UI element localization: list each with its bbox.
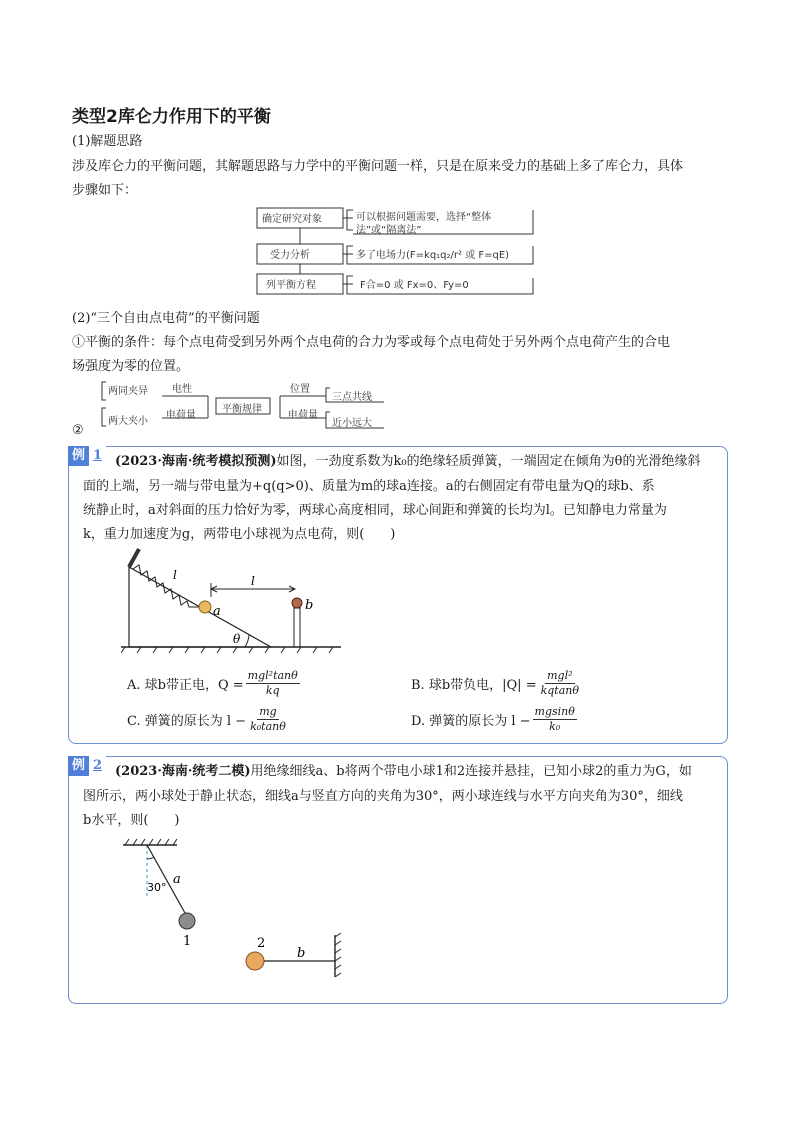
example2-line2: 图所示，两小球处于静止状态，细线a与竖直方向的夹角为30°，两小球连线与水平方向夹角为30°，细线 [83,789,683,804]
part2-cond-line1: ①平衡的条件：每个点电荷受到另外两个点电荷的合力为零或每个点电荷处于另外两个点电荷产生的合电 [72,335,671,350]
section-title: 类型2库仑力作用下的平衡 [72,107,271,127]
rule-left1: 两同夹异 [108,386,148,397]
option-c[interactable] [127,705,290,734]
part1-heading: (1)解题思路 [72,134,143,149]
string-a-label: a [173,872,181,887]
rule-marker: ② [72,423,84,438]
part1-text-line1: 涉及库仑力的平衡问题，其解题思路与力学中的平衡问题一样，只是在原来受力的基础上多了库仑力，具体 [72,159,684,174]
example2-box [68,756,728,1004]
example2-figure [113,837,373,977]
theta-label: θ [233,632,241,646]
example2-line1 [115,760,692,784]
flow-note3: F合=0 或 Fx=0、Fy=0 [360,280,469,291]
example2-tag-number: 2 [89,756,106,776]
ball-a [199,601,211,613]
example1-line2: 面的上端，另一端与带电量为+q(q>0)、质量为m的球a连接。a的右侧固定有带电量为Q的球b、系 [83,479,655,494]
ball-b-label: b [305,598,314,613]
rule-right-bottom-label: 电荷量 [288,410,318,421]
rule-right-top-label: 位置 [290,384,310,395]
option-c-fraction: $\frac{mg}{\text{k₀tanθ}}$ [250,705,286,733]
example1-line4: k，重力加速度为g，两带电小球视为点电荷，则( ) [83,527,396,542]
example1-figure [121,545,351,655]
flow-step2: 受力分析 [270,250,310,261]
example2-tag-label: 例 [68,756,89,776]
rule-center: 平衡规律 [222,404,262,415]
ball-2-label: 2 [257,936,266,951]
ball-a-label: a [213,604,221,619]
option-d-fraction: $\frac{mgsin\theta}{\text{k₀}}$ [534,705,575,733]
example2-line3: b水平，则( ) [83,813,180,828]
option-d[interactable] [411,705,579,734]
flow-step3: 列平衡方程 [266,280,316,291]
flow-note1b: 法”或“隔离法” [356,225,422,236]
spring-length-label: l [173,568,177,582]
angle-label: 30° [147,881,167,894]
option-d-text: D. 弹簧的原长为 l − [411,714,531,729]
rule-left2: 两大夹小 [108,416,148,427]
example1-tag-label: 例 [68,446,89,466]
option-b[interactable] [411,669,583,698]
ball-b [292,598,302,608]
rule-right1: 三点共线 [332,392,372,403]
spring-mount [129,549,139,567]
example1-tag-number: 1 [89,446,106,466]
flow-step1: 确定研究对象 [262,214,322,225]
part2-heading: (2)“三个自由点电荷”的平衡问题 [72,311,260,326]
option-c-text: C. 弹簧的原长为 l − [127,714,247,729]
part1-text-line2: 步骤如下： [72,183,138,198]
string-b-label: b [297,946,306,961]
example1-line3: 统静止时，a对斜面的压力恰好为零，两球心高度相同，球心间距和弹簧的长均为l。已知静电力常量为 [83,503,667,518]
distance-label: l [251,574,255,588]
option-b-fraction: $\frac{\text{mgl²}}{kqtan\theta}$ [540,669,579,697]
example2-tag [68,756,106,776]
example1-box [68,446,728,744]
ball-2 [246,952,264,970]
ball-1-label: 1 [183,934,192,949]
option-b-text: B. 球b带负电，|Q| = [411,678,537,693]
ball-1 [179,913,195,929]
ball-b-stand [294,608,300,647]
flow-note1a: 可以根据问题需要，选择“整体 [356,212,492,223]
rule-mid-top: 电性 [172,384,192,395]
option-a[interactable] [127,669,302,698]
option-a-fraction: $\frac{\text{mgl²tanθ}}{kq}$ [247,669,298,697]
example2-source: (2023·海南·统考二模) [115,764,251,779]
flow-note2: 多了电场力(F=kq₁q₂/r² 或 F=qE) [356,250,510,261]
option-a-text: A. 球b带正电，Q = [127,678,244,693]
example1-line1-text: 如图，一劲度系数为k₀的绝缘轻质弹簧，一端固定在倾角为θ的光滑绝缘斜 [276,454,701,469]
example2-line1-text: 用绝缘细线a、b将两个带电小球1和2连接并悬挂，已知小球2的重力为G，如 [250,764,692,779]
rule-right2: 近小远大 [332,418,372,429]
example1-line1 [115,450,700,474]
example1-tag [68,446,106,466]
rule-mid-bottom: 电荷量 [166,410,196,421]
part2-cond-line2: 场强度为零的位置。 [72,359,190,374]
example1-source: (2023·海南·统考模拟预测) [115,454,277,469]
